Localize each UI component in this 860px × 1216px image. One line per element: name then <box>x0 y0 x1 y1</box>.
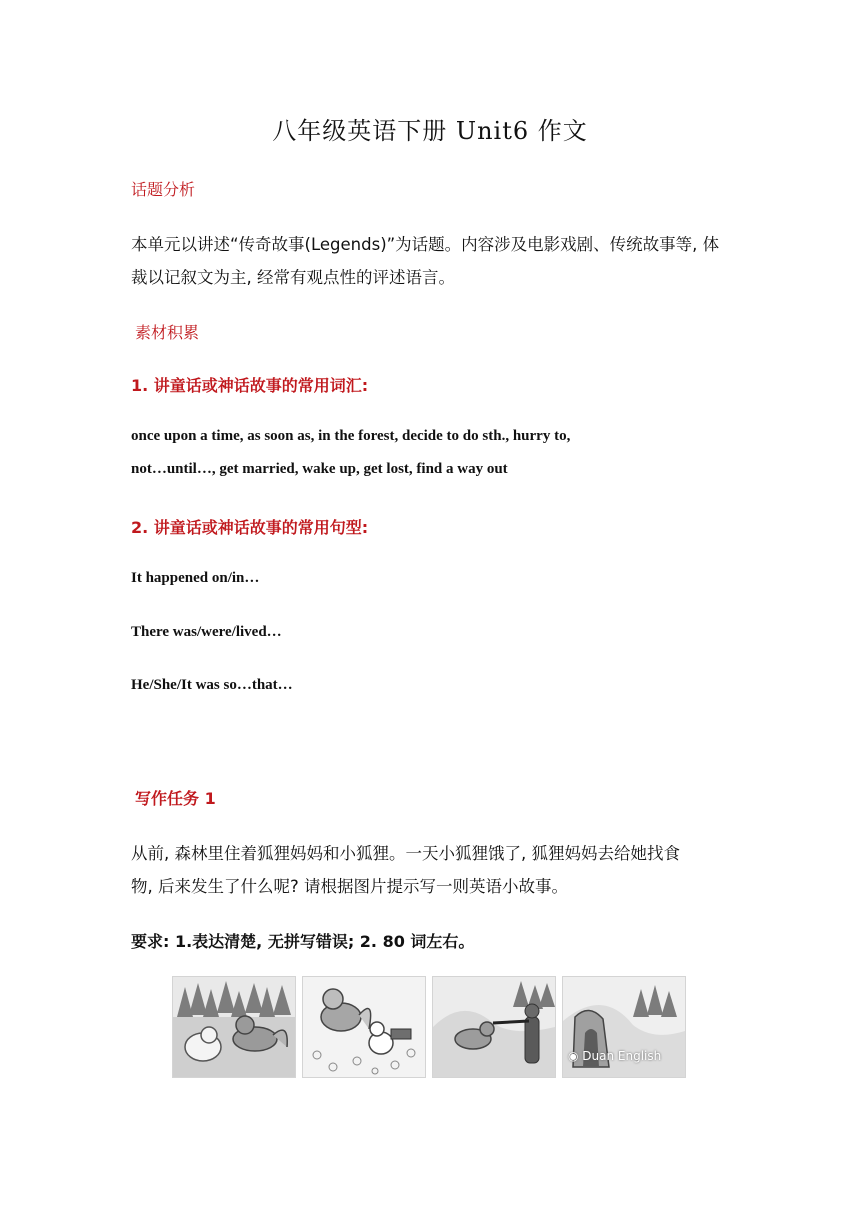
fox-chick-illustration <box>302 976 426 1078</box>
topic-body-line1: 本单元以讲述“传奇故事(Legends)”为话题。内容涉及电影戏剧、传统故事等, 体 <box>131 235 720 254</box>
topic-body-line2: 裁以记叙文为主, 经常有观点性的评述语言。 <box>131 268 455 287</box>
vocab-line1: once upon a time, as soon as, in the forest, decide to do sth., hurry to, <box>131 428 571 444</box>
vocab-line2: not…until…, get married, wake up, get lost, find a way out <box>131 461 508 477</box>
task-line2: 物, 后来发生了什么呢? 请根据图片提示写一则英语小故事。 <box>131 877 568 896</box>
fox-forest-illustration <box>172 976 296 1078</box>
pattern-item: There was/were/lived… <box>131 624 282 640</box>
page-title: 八年级英语下册 Unit6 作文 <box>272 117 588 145</box>
pattern-item: It happened on/in… <box>131 570 260 586</box>
task-heading: 写作任务 1 <box>135 789 216 808</box>
task-line1: 从前, 森林里住着狐狸妈妈和小狐狸。一天小狐狸饿了, 狐狸妈妈去给她找食 <box>131 844 680 863</box>
material-heading: 素材积累 <box>135 323 200 342</box>
fox-hunter-illustration <box>432 976 556 1078</box>
pattern-item: He/She/It was so…that… <box>131 677 293 693</box>
wechat-icon: ◉ <box>568 1049 583 1063</box>
topic-heading: 话题分析 <box>131 180 196 199</box>
watermark <box>568 1049 661 1063</box>
watermark-text: Duan English <box>582 1049 662 1063</box>
requirement-text: 要求: 1.表达清楚, 无拼写错误; 2. 80 词左右。 <box>131 932 475 951</box>
vocab-heading: 1. 讲童话或神话故事的常用词汇: <box>131 376 369 395</box>
pattern-heading: 2. 讲童话或神话故事的常用句型: <box>131 518 369 537</box>
